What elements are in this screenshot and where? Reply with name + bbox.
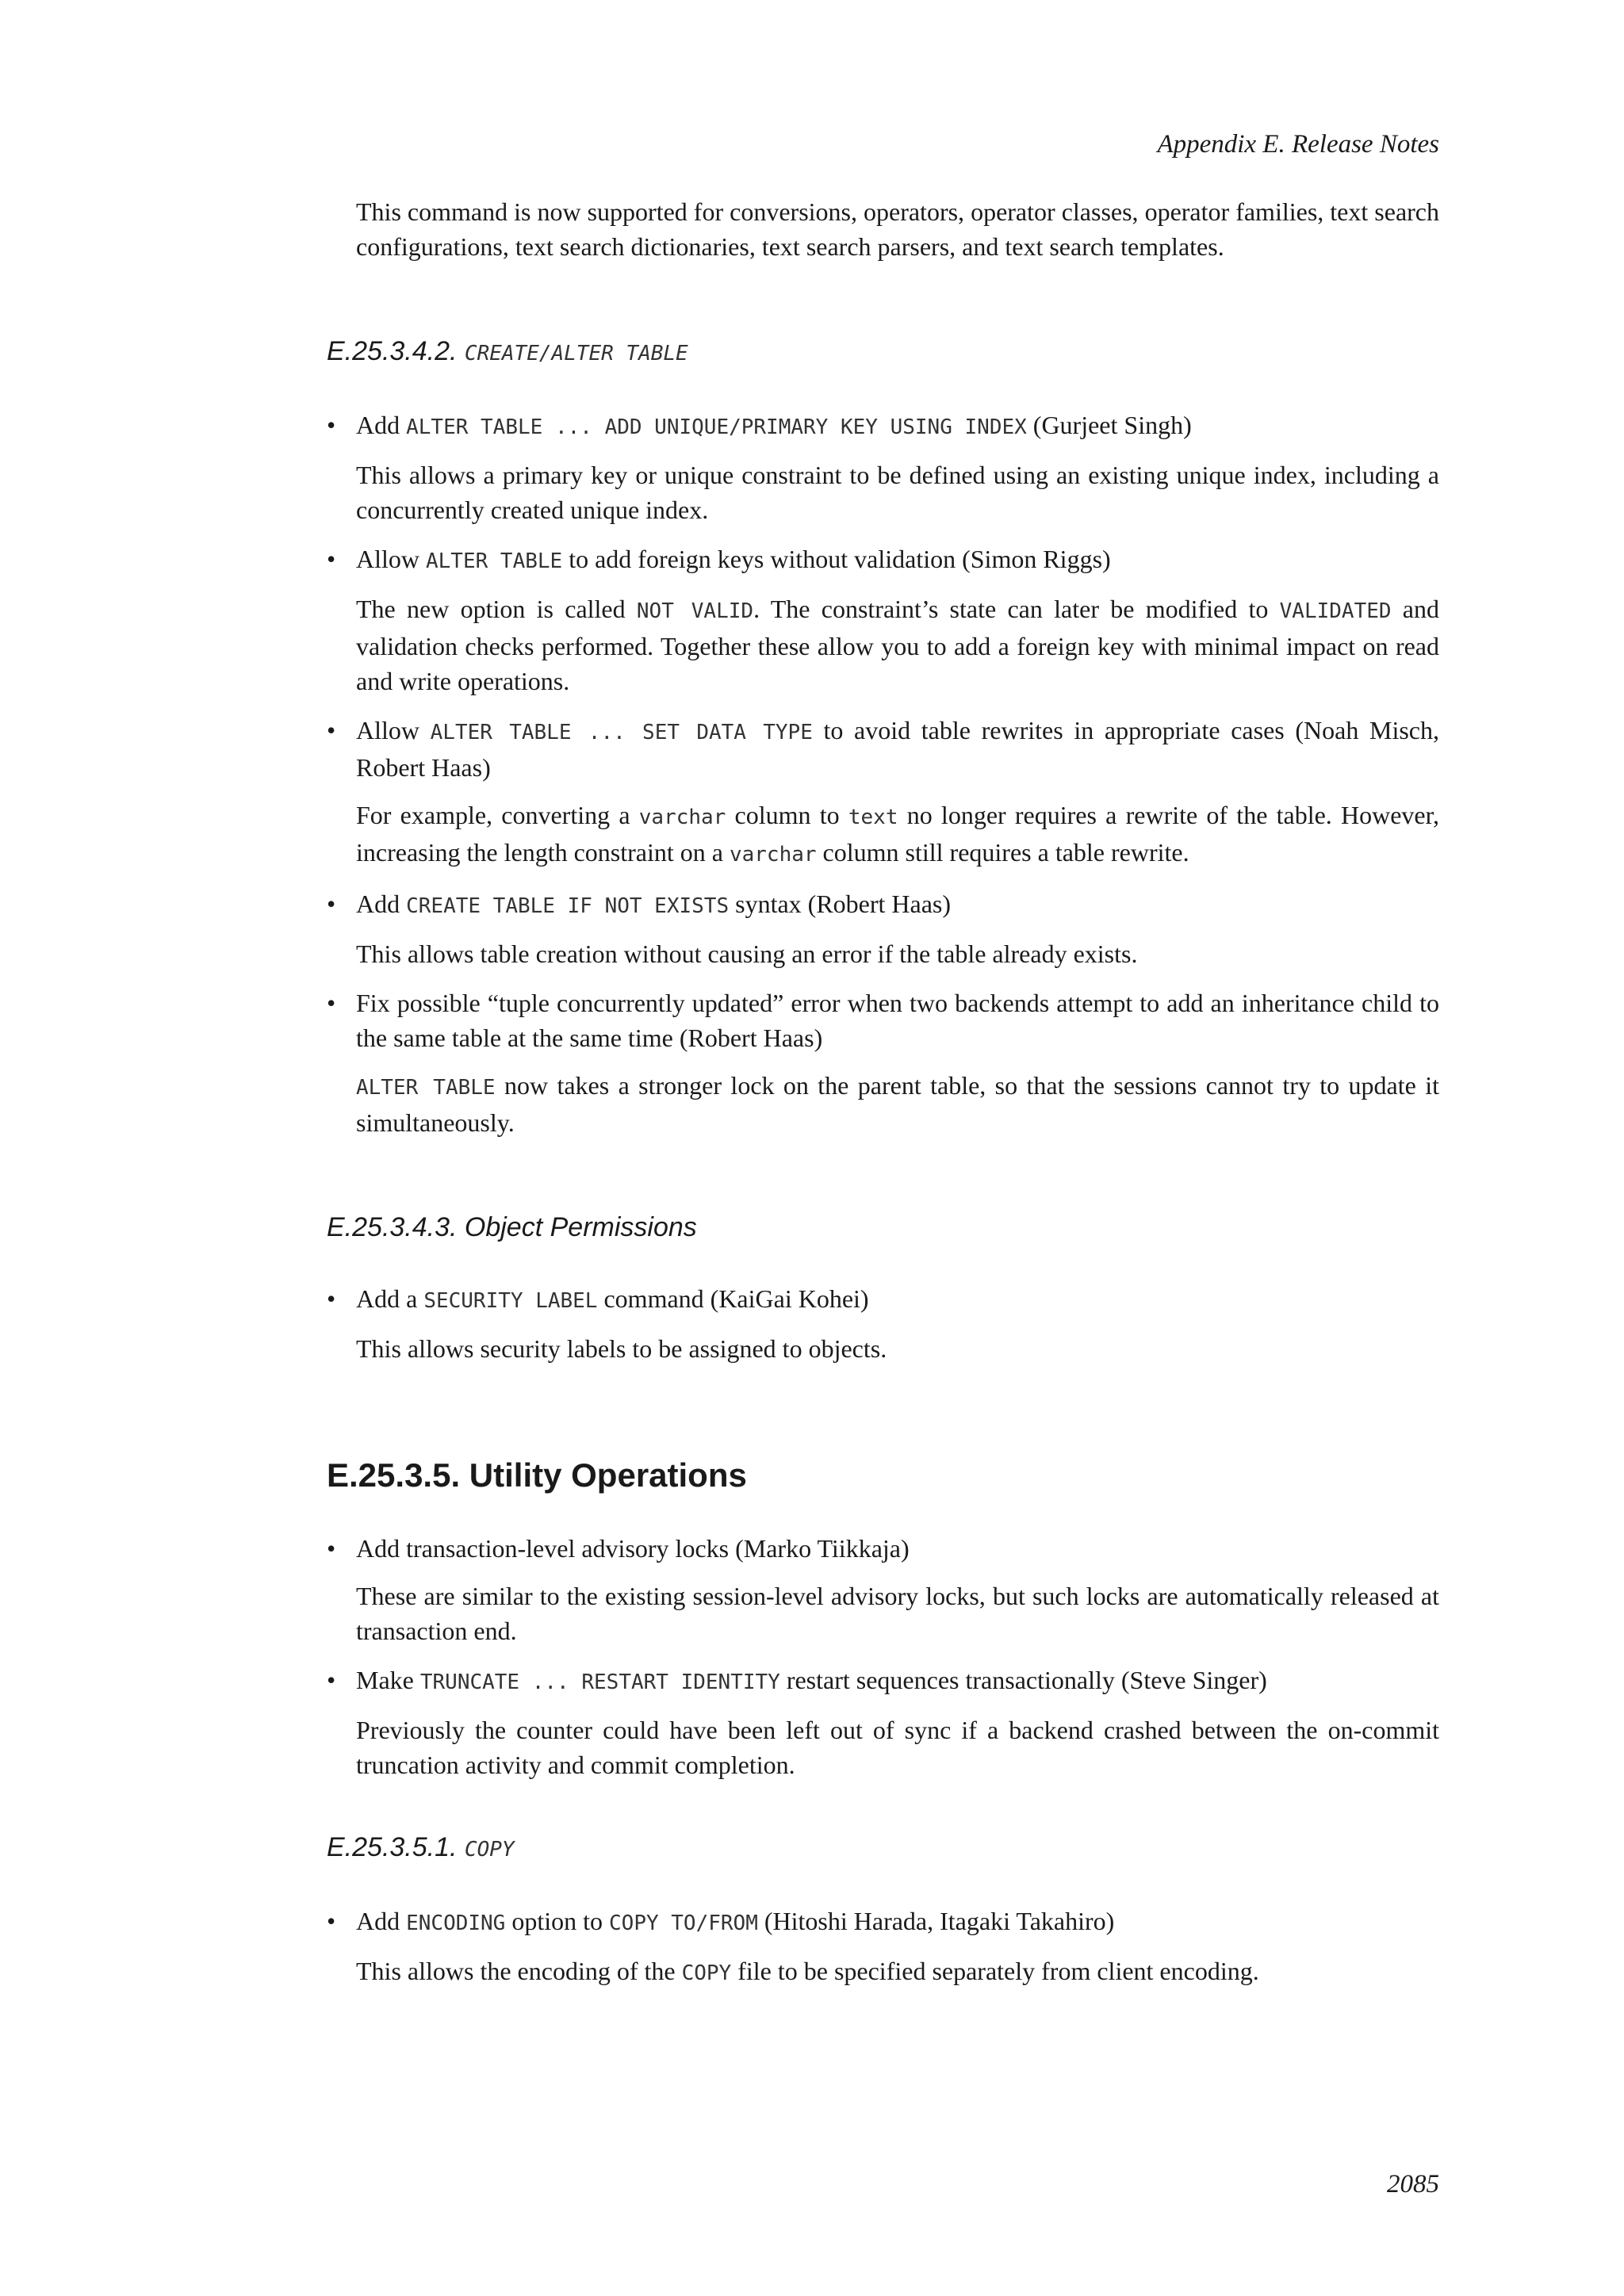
item-lead xyxy=(356,713,1439,785)
item-description: This allows table creation without causing an error if the table already exists. xyxy=(356,939,1138,968)
subsection-title-code: CREATE/ALTER TABLE xyxy=(464,342,688,365)
item-description: This allows security labels to be assigned to objects. xyxy=(356,1334,887,1363)
list-item xyxy=(327,985,1439,1140)
list-item xyxy=(327,713,1439,872)
lead-text: (Hitoshi Harada, Itagaki Takahiro) xyxy=(757,1907,1115,1935)
copy-list xyxy=(327,1904,1439,1991)
desc-text: column still requires a table rewrite. xyxy=(816,838,1189,867)
lead-code: ALTER TABLE xyxy=(426,549,563,573)
bullet-icon: • xyxy=(327,1284,336,1313)
lead-text: Add a xyxy=(356,1284,424,1313)
lead-code: SECURITY LABEL xyxy=(423,1289,598,1313)
list-item xyxy=(327,886,1439,971)
item-lead xyxy=(356,408,1439,445)
lead-code: COPY TO/FROM xyxy=(609,1911,758,1935)
lead-text: to avoid table rewrites in appropriate cases (Noah Misch, Robert Haas) xyxy=(356,716,1440,782)
desc-text: . The constraint’s state can later be modified to xyxy=(753,595,1280,623)
lead-text: Add xyxy=(356,411,407,439)
lead-code: ALTER TABLE ... SET DATA TYPE xyxy=(430,721,813,744)
desc-text: column to xyxy=(726,801,848,829)
lead-text: Add xyxy=(356,1907,407,1935)
lead-code: ENCODING xyxy=(406,1911,506,1935)
desc-code: text xyxy=(848,806,898,829)
lead-code: ALTER TABLE ... ADD UNIQUE/PRIMARY KEY USING INDEX xyxy=(406,415,1027,439)
desc-text: file to be specified separately from client encoding. xyxy=(731,1957,1259,1985)
subsection-heading-create-alter-table xyxy=(327,334,1439,371)
item-description: This allows a primary key or unique constraint to be defined using an existing unique index, including a concurrently created unique index. xyxy=(356,461,1439,524)
item-lead xyxy=(356,886,1439,924)
item-lead xyxy=(356,541,1439,579)
bullet-icon: • xyxy=(327,1534,336,1563)
list-item xyxy=(327,1531,1439,1648)
page-number: 2085 xyxy=(1387,2170,1439,2198)
item-description: Previously the counter could have been left out of sync if a backend crashed between the on-commit truncation activity and commit completion. xyxy=(356,1716,1439,1779)
lead-code: TRUNCATE ... RESTART IDENTITY xyxy=(419,1670,780,1694)
list-item xyxy=(327,541,1439,698)
item-lead: Fix possible “tuple concurrently updated” error when two backends attempt to add an inheritance child to the same table at the same time (Robert Haas) xyxy=(356,989,1439,1052)
intro-paragraph: This command is now supported for conversions, operators, operator classes, operator families, text search configurations, text search dictionaries, text search parsers, and text search templates. xyxy=(356,197,1439,261)
lead-code: CREATE TABLE IF NOT EXISTS xyxy=(406,894,730,918)
desc-code: VALIDATED xyxy=(1279,599,1392,623)
object-permissions-list xyxy=(327,1281,1439,1366)
item-lead xyxy=(356,1281,1439,1318)
subsection-heading-copy xyxy=(327,1830,1439,1867)
desc-text: This allows the encoding of the xyxy=(356,1957,682,1985)
subsection-number: E.25.3.5.1. xyxy=(327,1832,458,1862)
bullet-icon: • xyxy=(327,545,336,573)
create-alter-table-list xyxy=(327,408,1439,1140)
lead-text: to add foreign keys without validation (Simon Riggs) xyxy=(562,545,1111,573)
desc-code: varchar xyxy=(638,806,726,829)
list-item xyxy=(327,1904,1439,1991)
desc-text: For example, converting a xyxy=(356,801,639,829)
list-item xyxy=(327,1281,1439,1366)
bullet-icon: • xyxy=(327,1666,336,1694)
bullet-icon: • xyxy=(327,890,336,918)
lead-text: Allow xyxy=(356,545,426,573)
lead-text: restart sequences transactionally (Steve Singer) xyxy=(779,1666,1267,1694)
bullet-icon: • xyxy=(327,989,336,1017)
bullet-icon: • xyxy=(327,411,336,439)
list-item xyxy=(327,1663,1439,1782)
lead-text: option to xyxy=(505,1907,610,1935)
desc-code: ALTER TABLE xyxy=(356,1076,496,1100)
lead-text: Add xyxy=(356,890,407,918)
item-description xyxy=(356,591,1439,698)
lead-text: (Gurjeet Singh) xyxy=(1026,411,1192,439)
item-lead xyxy=(356,1904,1439,1941)
subsection-title-code: COPY xyxy=(464,1838,515,1862)
page-content xyxy=(327,194,1439,1991)
lead-text: Allow xyxy=(356,716,431,744)
desc-text: no longer requires a rewrite of the table. However, increasing the length constraint on a xyxy=(356,801,1440,867)
desc-text: and validation checks performed. Together these allow you to add a foreign key with minimal impact on read and write operations. xyxy=(356,595,1440,695)
item-description xyxy=(356,1068,1439,1140)
list-item xyxy=(327,408,1439,527)
item-description xyxy=(356,1954,1439,1991)
desc-code: COPY xyxy=(681,1961,732,1985)
bullet-icon: • xyxy=(327,716,336,744)
desc-code: NOT VALID xyxy=(636,599,754,623)
item-lead xyxy=(356,1663,1439,1700)
desc-text: now takes a stronger lock on the parent table, so that the sessions cannot try to update it simultaneously. xyxy=(356,1071,1440,1137)
lead-text: command (KaiGai Kohei) xyxy=(597,1284,869,1313)
item-description xyxy=(356,798,1439,872)
subsection-number: E.25.3.4.2. xyxy=(327,336,458,366)
section-heading-utility-operations: E.25.3.5. Utility Operations xyxy=(327,1456,747,1494)
item-description: These are similar to the existing session-level advisory locks, but such locks are automatically released at transaction end. xyxy=(356,1582,1439,1645)
utility-operations-list xyxy=(327,1531,1439,1782)
lead-text: syntax (Robert Haas) xyxy=(729,890,952,918)
subsection-heading-object-permissions: E.25.3.4.3. Object Permissions xyxy=(327,1212,697,1242)
lead-text: Make xyxy=(356,1666,420,1694)
desc-code: varchar xyxy=(729,843,817,867)
bullet-icon: • xyxy=(327,1907,336,1935)
desc-text: The new option is called xyxy=(356,595,637,623)
item-lead: Add transaction-level advisory locks (Marko Tiikkaja) xyxy=(356,1534,910,1563)
running-header: Appendix E. Release Notes xyxy=(1157,130,1439,159)
